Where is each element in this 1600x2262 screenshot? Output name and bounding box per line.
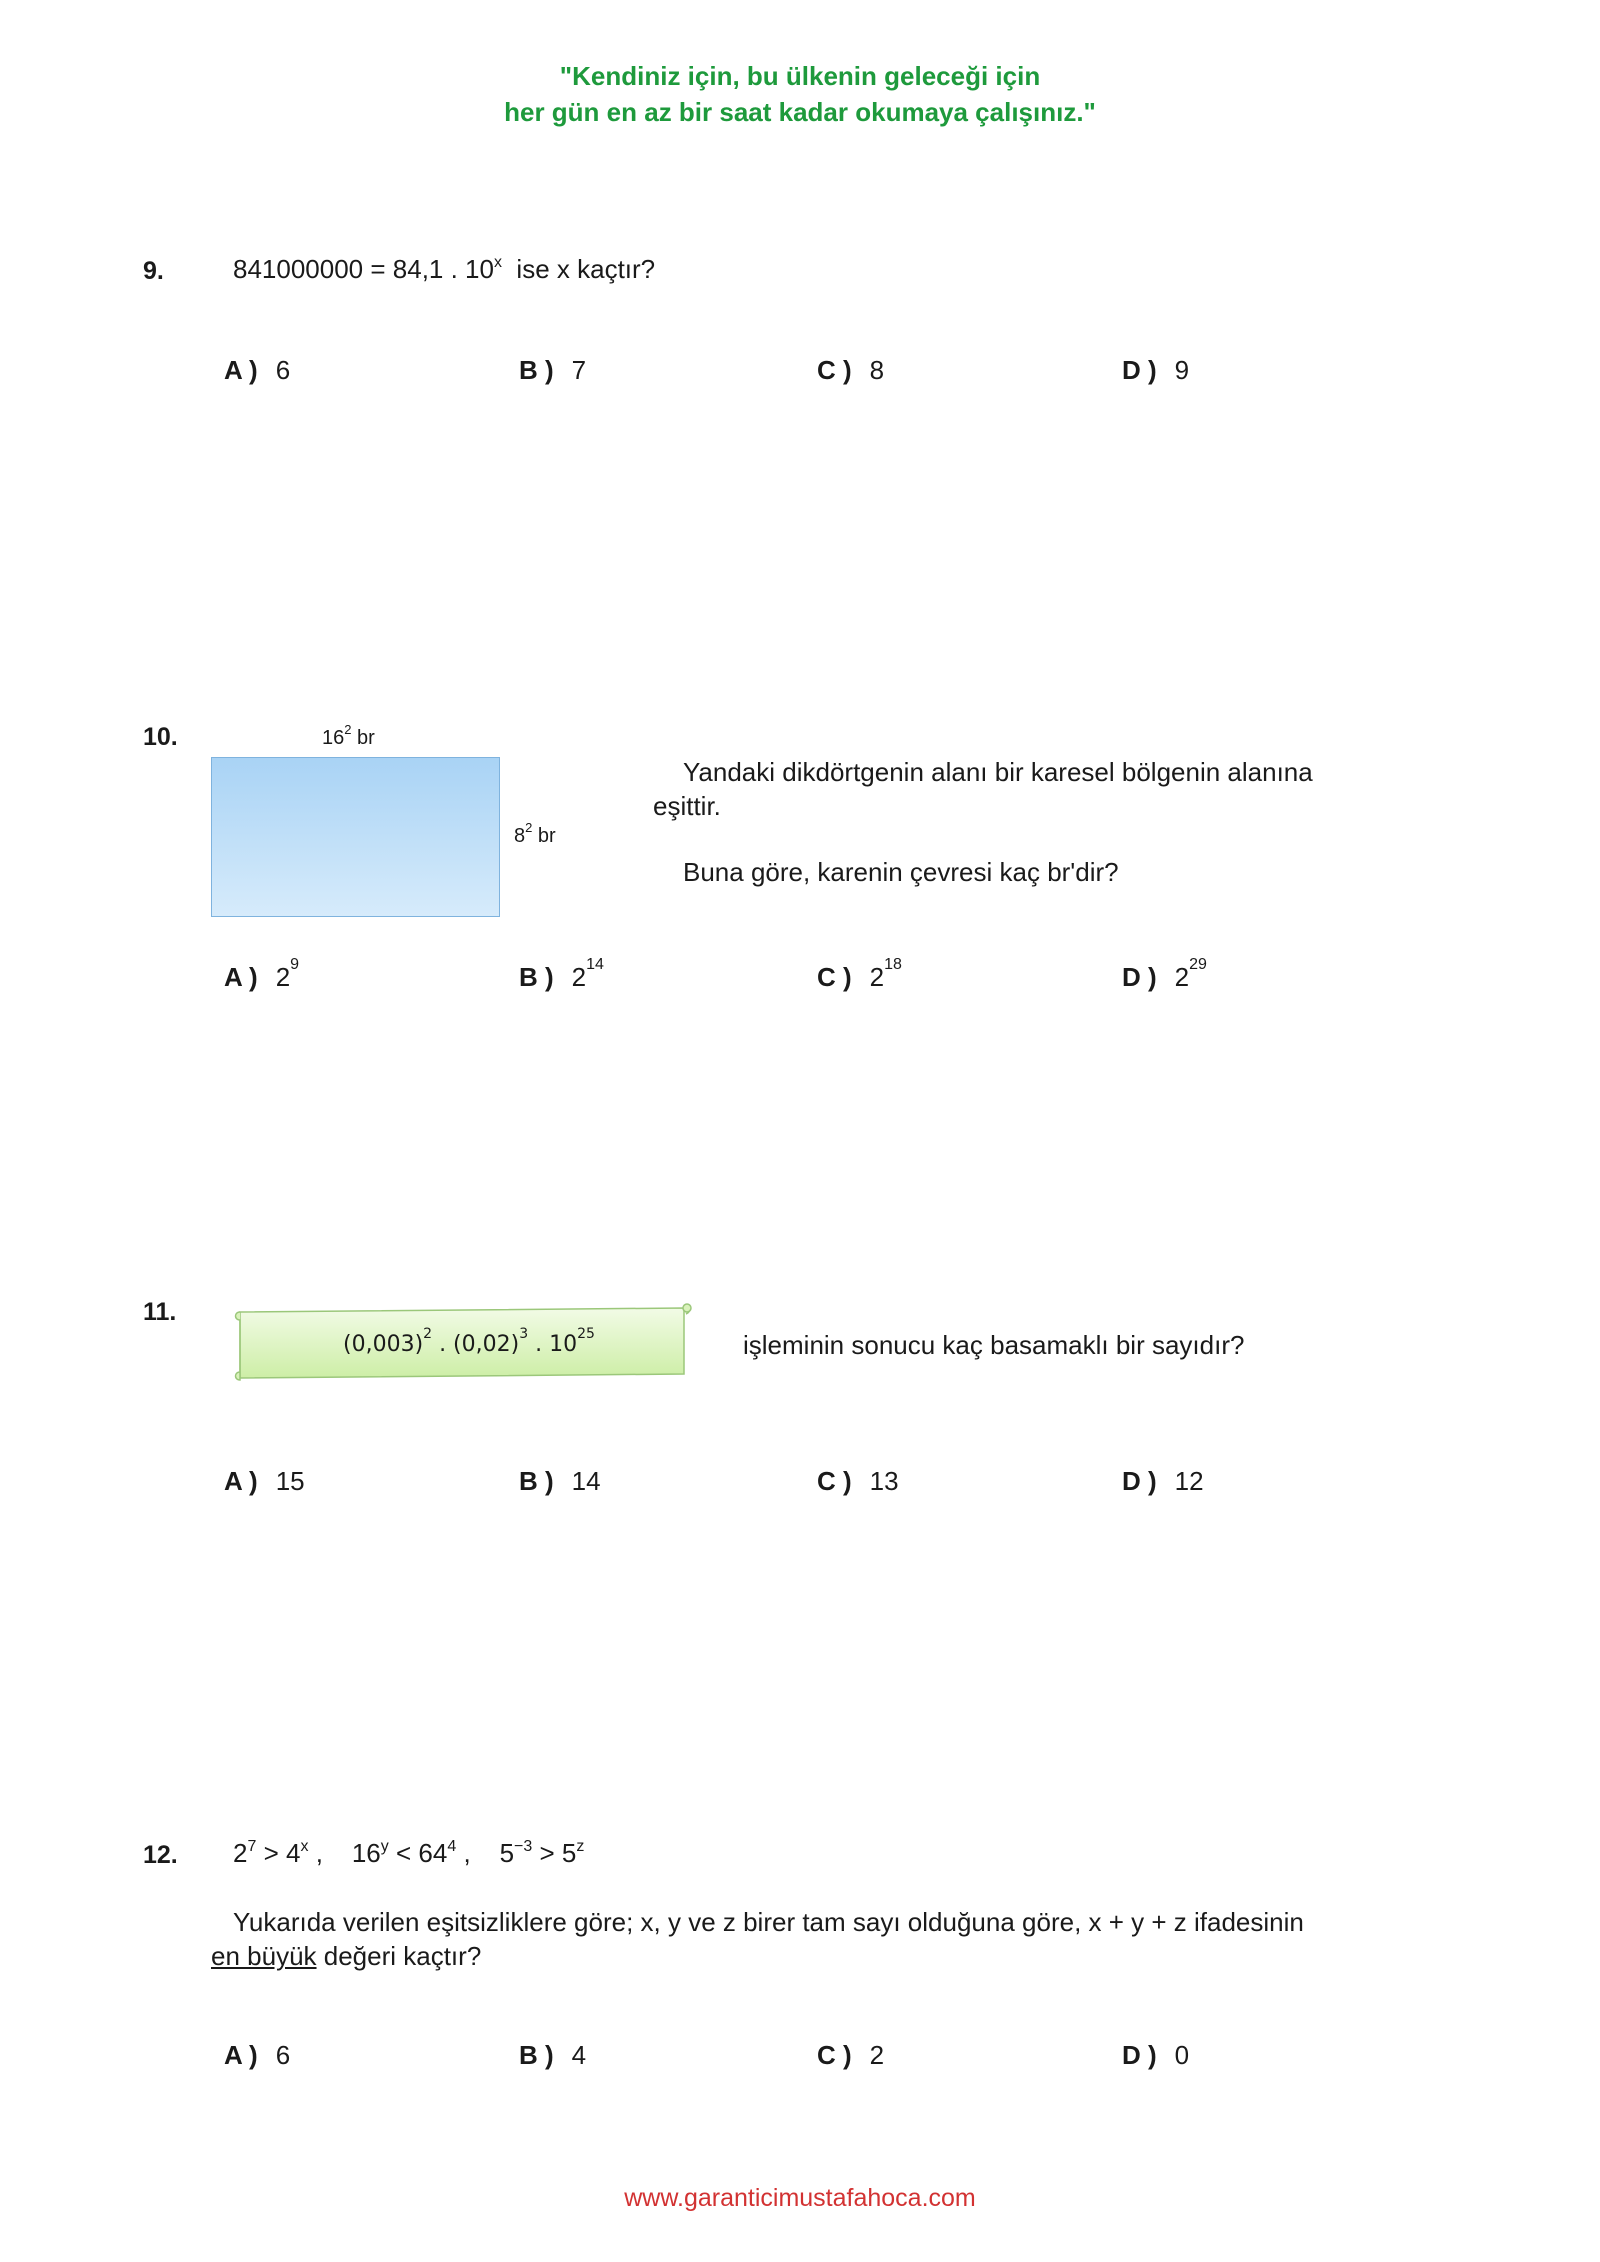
option-base: 2 bbox=[571, 962, 587, 992]
q12-text-2 bbox=[211, 1939, 481, 1973]
option-label: C ) bbox=[817, 2040, 852, 2070]
rect-top-unit: br bbox=[357, 727, 375, 749]
option-label: D ) bbox=[1122, 962, 1157, 992]
q11-option-a[interactable] bbox=[224, 1466, 305, 1497]
option-label: C ) bbox=[817, 962, 852, 992]
q11-option-c[interactable] bbox=[817, 1466, 899, 1497]
footer-url[interactable]: www.garanticimustafahoca.com bbox=[624, 2184, 976, 2212]
q9-option-c[interactable] bbox=[817, 355, 884, 386]
q9-option-a[interactable] bbox=[224, 355, 290, 386]
q10-text-3: Buna göre, karenin çevresi kaç br'dir? bbox=[683, 857, 1119, 887]
rect-side-exp: 2 bbox=[525, 820, 533, 835]
option-base: 2 bbox=[1174, 962, 1190, 992]
q9-option-b[interactable] bbox=[519, 355, 586, 386]
option-label: B ) bbox=[519, 2040, 554, 2070]
q12-option-d[interactable] bbox=[1122, 2040, 1189, 2071]
option-label: B ) bbox=[519, 962, 554, 992]
q11-expression bbox=[343, 1326, 595, 1357]
rect-top-label bbox=[322, 722, 375, 750]
q10-option-c[interactable] bbox=[817, 956, 902, 993]
q12-option-a[interactable] bbox=[224, 2040, 290, 2071]
q11-expr-c: . 10 bbox=[528, 1332, 578, 1357]
ineq2-op: < 64 bbox=[388, 1838, 448, 1868]
ineq2-b-exp: 4 bbox=[447, 1838, 457, 1855]
option-value: 6 bbox=[275, 2040, 291, 2070]
option-value: 12 bbox=[1174, 1466, 1204, 1496]
rect-top-base: 16 bbox=[322, 727, 345, 749]
ineq2-a-exp: y bbox=[380, 1838, 389, 1855]
option-label: C ) bbox=[817, 1466, 852, 1496]
ineq3-op: > 5 bbox=[532, 1838, 577, 1868]
rect-side-base: 8 bbox=[514, 825, 526, 847]
option-exp: 14 bbox=[586, 956, 604, 973]
option-value: 2 bbox=[869, 2040, 885, 2070]
option-label: A ) bbox=[224, 355, 258, 385]
q12-inequalities bbox=[233, 1836, 584, 1870]
q10-text-1: Yandaki dikdörtgenin alanı bir karesel bölgenin alanına bbox=[683, 757, 1313, 787]
q11-expr-b: . (0,02) bbox=[432, 1332, 520, 1357]
sep-1: , bbox=[308, 1838, 323, 1868]
question-10-number: 10. bbox=[143, 723, 178, 751]
q12-text-2-rest: değeri kaçtır? bbox=[316, 1941, 482, 1971]
option-label: A ) bbox=[224, 962, 258, 992]
ineq1-b-exp: x bbox=[300, 1838, 309, 1855]
q10-option-a[interactable] bbox=[224, 956, 300, 993]
option-value: 6 bbox=[275, 355, 291, 385]
rectangle-figure bbox=[211, 757, 500, 917]
q11-option-d[interactable] bbox=[1122, 1466, 1204, 1497]
option-label: C ) bbox=[817, 355, 852, 385]
option-label: D ) bbox=[1122, 355, 1157, 385]
q12-underlined: en büyük bbox=[211, 1941, 317, 1971]
option-value: 0 bbox=[1174, 2040, 1190, 2070]
option-value: 9 bbox=[1174, 355, 1190, 385]
question-11-number: 11. bbox=[143, 1298, 177, 1326]
option-value: 7 bbox=[571, 355, 587, 385]
ineq1-a: 2 bbox=[233, 1838, 248, 1868]
option-label: B ) bbox=[519, 355, 554, 385]
ineq3-b-exp: z bbox=[576, 1838, 585, 1855]
rect-top-exp: 2 bbox=[344, 722, 352, 737]
sep-2: , bbox=[456, 1838, 471, 1868]
option-exp: 9 bbox=[290, 956, 300, 973]
ineq3-a-exp: −3 bbox=[514, 1838, 533, 1855]
ineq2-a: 16 bbox=[351, 1838, 381, 1868]
q11-expr-a: (0,003) bbox=[343, 1332, 424, 1357]
q11-expr-b-exp: 3 bbox=[519, 1326, 529, 1342]
q12-text-1: Yukarıda verilen eşitsizliklere göre; x, y ve z birer tam sayı olduğuna göre, x + y + z ifadesinin bbox=[233, 1907, 1304, 1937]
rect-side-label bbox=[514, 820, 556, 848]
q9-exponent: x bbox=[493, 254, 502, 271]
q11-expr-a-exp: 2 bbox=[423, 1326, 433, 1342]
option-exp: 18 bbox=[884, 956, 902, 973]
option-value: 14 bbox=[571, 1466, 601, 1496]
q9-rest: ise x kaçtır? bbox=[516, 254, 656, 284]
q12-option-c[interactable] bbox=[817, 2040, 884, 2071]
q11-option-b[interactable] bbox=[519, 1466, 601, 1497]
q10-option-d[interactable] bbox=[1122, 956, 1207, 993]
header-quote bbox=[0, 58, 1600, 130]
header-quote-line-1: "Kendiniz için, bu ülkenin geleceği için bbox=[559, 61, 1041, 91]
q9-equation: 841000000 = 84,1 . 10 bbox=[233, 254, 494, 284]
question-12-number: 12. bbox=[143, 1841, 178, 1869]
option-exp: 29 bbox=[1189, 956, 1207, 973]
ineq1-op: > 4 bbox=[256, 1838, 301, 1868]
q12-option-b[interactable] bbox=[519, 2040, 586, 2071]
header-quote-line-2: her gün en az bir saat kadar okumaya çalışınız." bbox=[504, 97, 1096, 127]
option-value: 4 bbox=[571, 2040, 587, 2070]
option-value: 15 bbox=[275, 1466, 305, 1496]
option-label: A ) bbox=[224, 2040, 258, 2070]
option-label: B ) bbox=[519, 1466, 554, 1496]
ineq3-a: 5 bbox=[499, 1838, 515, 1868]
option-label: A ) bbox=[224, 1466, 258, 1496]
option-label: D ) bbox=[1122, 2040, 1157, 2070]
option-value: 13 bbox=[869, 1466, 899, 1496]
option-value: 8 bbox=[869, 355, 885, 385]
q9-option-d[interactable] bbox=[1122, 355, 1189, 386]
q10-text-2: eşittir. bbox=[653, 791, 721, 821]
option-label: D ) bbox=[1122, 1466, 1157, 1496]
q10-option-b[interactable] bbox=[519, 956, 604, 993]
q11-question: işleminin sonucu kaç basamaklı bir sayıdır? bbox=[743, 1330, 1245, 1360]
question-9-text bbox=[233, 252, 655, 286]
q11-expr-c-exp: 25 bbox=[577, 1326, 595, 1342]
option-base: 2 bbox=[275, 962, 291, 992]
question-9-number: 9. bbox=[143, 257, 164, 285]
ineq1-a-exp: 7 bbox=[247, 1838, 257, 1855]
option-base: 2 bbox=[869, 962, 885, 992]
rect-side-unit: br bbox=[537, 825, 556, 847]
